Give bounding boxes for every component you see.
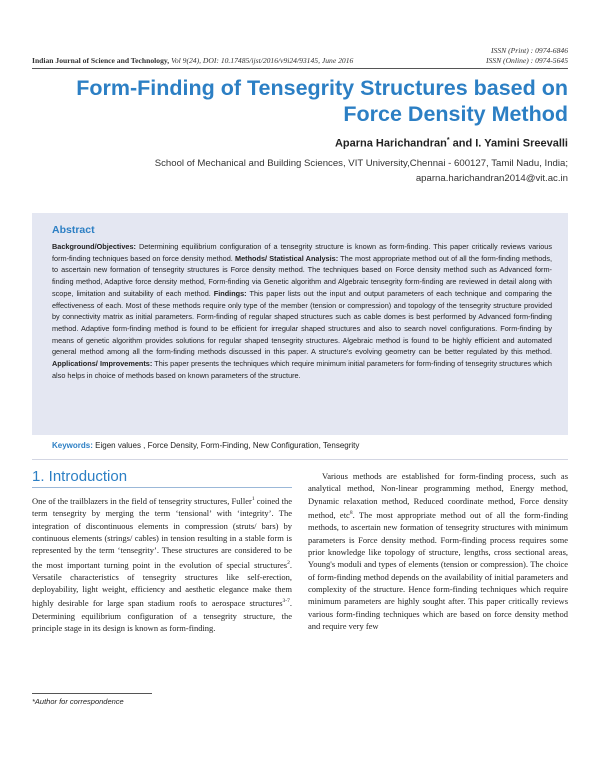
paper-title: Form-Finding of Tensegrity Structures based on Force Density Method [76,76,568,126]
abstract-heading: Abstract [52,224,95,236]
affiliation-email[interactable]: aparna.harichandran2014@vit.ac.in [415,173,568,184]
keywords-line [52,441,562,450]
journal-details: Vol 9(24), DOI: 10.17485/ijst/2016/v9i24/93145, June 2016 [171,56,354,65]
abstract-label-findings: Findings: [213,288,247,298]
abstract-body [52,241,552,381]
intro-text: . The most appropriate method out of all the form-finding methods, to ascertain new formation of tensegrity structures with minimum parameters is Force density method. Form-finding process requires some prior knowledge like topology of structure, lengths, cross sectional areas, Young's moduli and types of elements (tension or compression). The choice of form-finding method depends on the availability of initial parameters and complexity of the structure. Hence form-finding techniques which require minimum parameters are highly sought after. This paper critically reviews various form-finding techniques which are based on force density method and require very few [308,509,568,631]
abstract-text-findings: This paper lists out the input and output parameters of each technique and comparing the effectiveness of each. Most of these methods require only type of the member (tension or compression) and topology of the tensegrity structure provided by connectivity matrix as initial parameters. Form-finding of regular shaped structures such as cable domes is best performed by Advanced form-finding method. Adaptive form-finding method is found to be efficient for irregular shaped structures and also to search novel configurations. Form-finding by means of genetic algorithm provides solutions for regular shaped tensegrity structures. Algebraic method is found to be highly efficient and automated general method among all the form-finding methods discussed in this paper. A structure's evolving geometry can be better regulated by this method. [52,288,552,357]
affiliation [88,156,568,186]
abstract-label-applications: Applications/ Improvements: [52,359,153,369]
author-secondary: and I. Yamini Sreevalli [449,137,568,150]
citation-ref[interactable]: 8 [349,510,353,517]
header-rule [32,68,568,69]
footnote-rule [32,693,152,694]
corresponding-mark: * [446,137,450,144]
issn-print: ISSN (Print) : 0974-6846 [491,46,568,55]
journal-name: Indian Journal of Science and Technology, [32,56,170,65]
journal-citation [32,56,353,65]
footnote: *Author for correspondence [32,697,124,706]
affiliation-address: School of Mechanical and Building Sciences, VIT University,Chennai - 600127, Tamil Nadu, India; [154,158,568,169]
issn-online: ISSN (Online) : 0974-5645 [485,56,568,65]
citation-ref[interactable]: 2 [287,559,290,566]
author-primary: Aparna Harichandran [334,137,447,150]
abstract-label-background: Background/Objectives: [52,242,136,251]
intro-text: coined the term tensegrity by merging the term ‘tensional’ with ‘integrity’. The integration of discontinuous elements in compression (struts/ bars) by continuous elements (strings/ cables) in tension resulting in a stable form is represented by the term ‘tensegrity’. These structures are considered to be the most important turning point in the evolution of special structures [32,495,292,570]
intro-right-column [308,470,568,632]
keywords-rule [32,459,568,460]
abstract-text-methods: The most appropriate method out of all the form-finding methods, to ascertain new formation of tensegrity structures is Force density method. The techniques based on Force density method such as Advanced form-finding method, Adaptive force density method, Form-finding via Genetic algorithm and Algebraic tensegrity form-finding are reviewed in detail along with scope, limitation and suitability of each method. [52,253,553,298]
intro-left-column [32,493,292,634]
abstract-text-applications: This paper presents the techniques which require minimum initial parameters for form-finding of tensegrity structures which also helps in choice of methods based on known parameters of the structure. [52,359,552,380]
intro-text: . Versatile characteristics of tensegrity structures like self-erection, deployability, light weight, efficiency and aesthetic elegance make them highly desirable for large span stadium roofs to aerospace structures [32,559,292,609]
intro-text: . Determining equilibrium configuration of a tensegrity structure, the principle stage in its design is known as form-finding. [32,598,292,633]
issn-block [486,46,568,66]
abstract-text-background: Determining equilibrium configuration of a tensegrity structure is known as form-finding. This paper critically reviews various form-finding techniques based on force density method. [52,242,552,263]
keywords-text: Eigen values , Force Density, Form-Finding, New Configuration, Tensegrity [92,441,360,450]
intro-text: Various methods are established for form-finding process, such as analytical method, Non-linear programming method, Energy method, Dynamic relaxation method, Reduced coordinate method, Force density method, etc [308,471,568,520]
section-rule [32,487,292,488]
author-list [335,137,568,150]
citation-ref[interactable]: 3-7 [282,598,290,605]
abstract-label-methods: Methods/ Statistical Analysis: [235,253,339,263]
intro-text: One of the trailblazers in the field of tensegrity structures, Fuller [32,495,252,506]
citation-ref[interactable]: 1 [251,496,255,502]
keywords-label: Keywords: [52,441,93,450]
section-heading-introduction: 1. Introduction [32,468,128,485]
